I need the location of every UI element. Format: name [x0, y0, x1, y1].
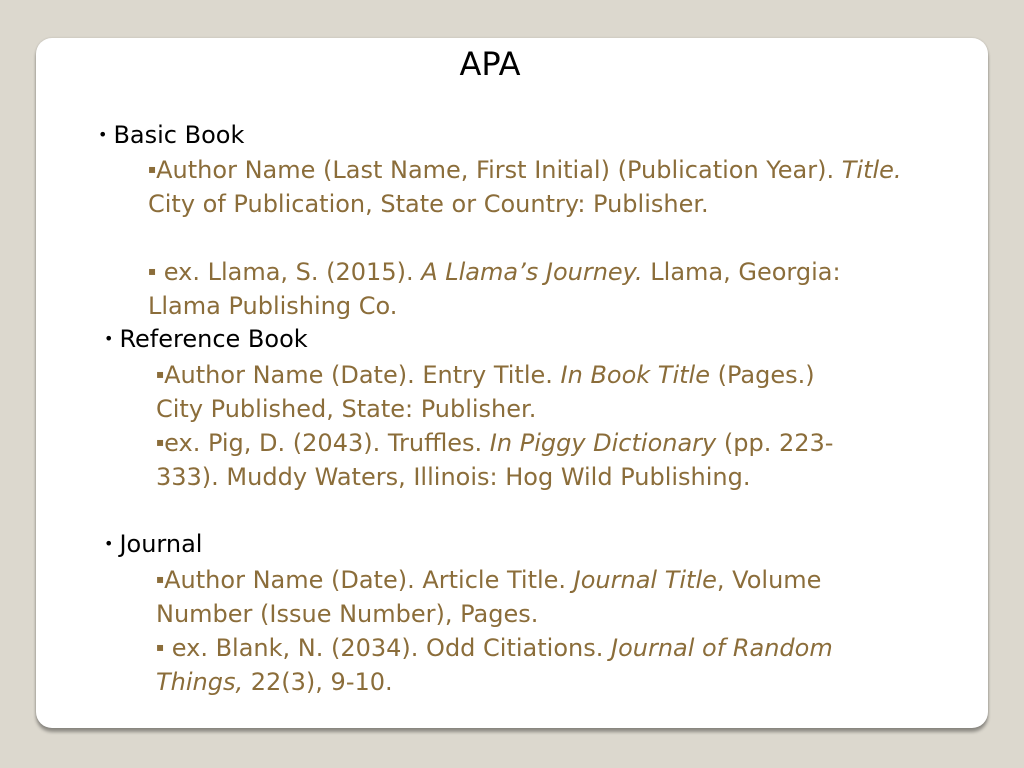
citation-text: Author Name (Date). Article Title. [164, 566, 574, 594]
citation-text: Author Name (Date). Entry Title. [164, 361, 561, 389]
citation-text: City of Publication, State or Country: Publisher. [148, 190, 709, 218]
slide-title: APA [459, 45, 521, 83]
entry-text [156, 357, 856, 426]
citation-text: Author Name (Last Name, First Initial) (Publication Year). [156, 156, 842, 184]
citation-text: ex. Blank, N. (2034). Odd Citiations. [164, 634, 611, 662]
square-bullet-icon: ▪ [148, 162, 157, 176]
square-bullet-icon: ▪ [156, 572, 165, 586]
citation-text: ex. Llama, S. (2015). [156, 258, 422, 286]
square-bullet-icon: ▪ [156, 640, 165, 654]
square-bullet-icon: ▪ [156, 367, 165, 381]
square-bullet-icon: ▪ [148, 264, 157, 278]
bullet-journal [104, 529, 202, 559]
bullet-reference-book [104, 324, 308, 354]
citation-italic-title: Journal Title [573, 566, 717, 594]
entry-text [156, 630, 876, 699]
citation-italic-title: A Llama’s Journey. [421, 258, 643, 286]
square-bullet-icon: ▪ [156, 435, 165, 449]
citation-italic-title: Journal of Random Things, [156, 634, 833, 696]
bullet-dot-icon: • [104, 534, 114, 553]
citation-text: ex. Pig, D. (2043). Truffles. [164, 429, 490, 457]
bullet-heading: Journal [119, 530, 203, 558]
citation-italic-title: Title. [841, 156, 902, 184]
citation-text: (Pages.) City Published, State: Publisher. [156, 361, 815, 423]
entry-text [148, 254, 908, 323]
bullet-basic-book [98, 120, 244, 150]
citation-text: 22(3), 9-10. [243, 668, 393, 696]
bullet-heading: Basic Book [113, 121, 245, 149]
citation-text: Llama, Georgia: Llama Publishing Co. [148, 258, 841, 320]
citation-italic-title: In Book Title [560, 361, 710, 389]
entry-text [156, 425, 856, 494]
entry-text [156, 562, 876, 631]
citation-italic-title: In Piggy Dictionary [489, 429, 717, 457]
bullet-heading: Reference Book [119, 325, 308, 353]
entry-text [148, 152, 908, 221]
citation-text: (pp. 223-333). Muddy Waters, Illinois: Hog Wild Publishing. [156, 429, 834, 491]
citation-text: , Volume Number (Issue Number), Pages. [156, 566, 822, 628]
bullet-dot-icon: • [104, 329, 114, 348]
bullet-dot-icon: • [98, 125, 108, 144]
